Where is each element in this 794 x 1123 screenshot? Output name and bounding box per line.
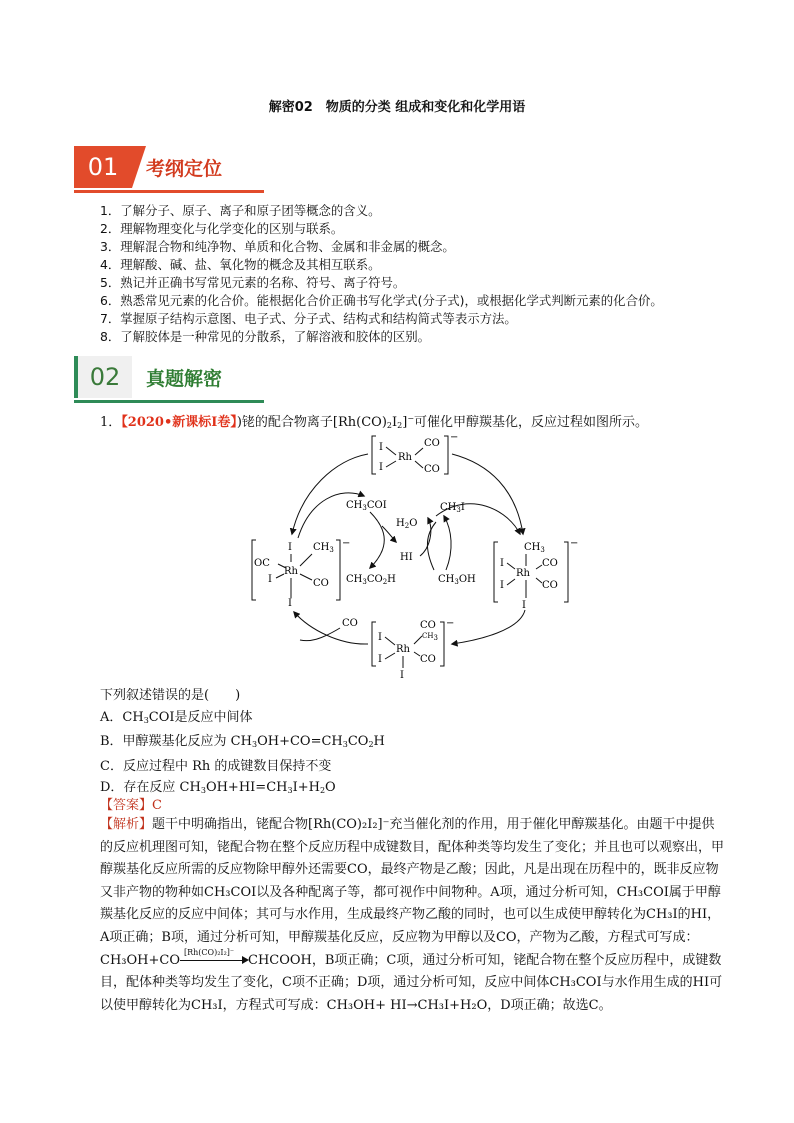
- species-ch3coi: $CH_3COI$: [346, 500, 387, 512]
- species-h2o: $H_2O$: [396, 518, 418, 530]
- section-title: 真题解密: [146, 367, 223, 390]
- svg-text:Rh: Rh: [516, 568, 530, 579]
- question-stem: [100, 685, 385, 802]
- svg-text:CO: CO: [313, 578, 329, 589]
- svg-text:I: I: [522, 600, 526, 611]
- svg-text:OC: OC: [254, 558, 270, 569]
- svg-text:−: −: [342, 538, 351, 549]
- svg-text:CH3: $CH_3$: [524, 542, 545, 554]
- banner-accent: [132, 146, 146, 188]
- svg-text:I: I: [500, 580, 504, 591]
- catalytic-cycle-diagram: [240, 430, 580, 680]
- analysis-text-2: CHCOOH，B项正确；C项，通过分析可知，铑配合物在整个反应历程中，成键数目，配体种类等均发生了变化，C项不正确；D项，通过分析可知，反应中间体CH₃COI与水作用生成的HI可以使甲醇转化为CH₃I，方程式可写成：CH₃OH+ HI→CH₃I+H₂O，D项正确；故选C。: [100, 952, 723, 1013]
- svg-text:−: −: [446, 618, 455, 629]
- svg-text:CO: CO: [542, 558, 558, 569]
- answer-line: [100, 794, 162, 813]
- svg-text:Rh: Rh: [396, 644, 410, 655]
- list-item: 6．熟悉常见元素的化合价。能根据化合价正确书写化学式(分子式)，或根据化学式判断元素的化合价。: [100, 293, 663, 308]
- question-text: )铑的配合物离子[Rh(CO): [236, 415, 387, 430]
- svg-text:I: I: [378, 632, 382, 643]
- rh-complex-bottom: [372, 618, 454, 680]
- option-a[interactable]: A．$CH_3COI$是反应中间体: [100, 709, 253, 725]
- svg-text:I: I: [288, 542, 292, 553]
- svg-text:Rh: Rh: [398, 452, 412, 463]
- question-number: 1．: [100, 415, 122, 430]
- svg-text:I: I: [288, 598, 292, 609]
- species-co: CO: [342, 618, 358, 629]
- banner-underline: [74, 190, 264, 193]
- svg-text:CO: CO: [424, 464, 440, 475]
- section-title: 考纲定位: [146, 157, 223, 180]
- rh-complex-right: [494, 538, 578, 611]
- svg-text:I: I: [378, 654, 382, 665]
- species-ch3oh: $CH_3OH$: [438, 574, 476, 586]
- list-item: 5．熟记并正确书写常见元素的名称、符号、离子符号。: [100, 275, 406, 290]
- rh-complex-left: [252, 538, 350, 609]
- reaction-arrow: [180, 947, 248, 966]
- list-item: 8．了解胶体是一种常见的分散系，了解溶液和胶体的区别。: [100, 329, 431, 344]
- list-item: 7．掌握原子结构示意图、电子式、分子式、结构式和结构简式等表示方法。: [100, 311, 517, 326]
- svg-text:Rh: Rh: [284, 566, 298, 577]
- svg-text:CO: CO: [420, 654, 436, 665]
- svg-text:I: I: [268, 574, 272, 585]
- list-item: 4．理解酸、碱、盐、氧化物的概念及其相互联系。: [100, 257, 381, 272]
- section-number: 02: [74, 356, 132, 398]
- species-ch3co2h: $CH_3CO_2H$: [346, 574, 396, 586]
- svg-text:CH3: $CH_3$: [313, 542, 334, 554]
- list-item: 2．理解物理变化与化学变化的区别与联系。: [100, 221, 344, 236]
- requirements-list: [100, 202, 740, 346]
- svg-text:I: I: [400, 670, 404, 680]
- answer-label: 【答案】: [100, 798, 153, 813]
- species-hi: HI: [400, 552, 413, 563]
- svg-text:CO: CO: [424, 438, 440, 449]
- list-item: 1．了解分子、原子、离子和原子团等概念的含义。: [100, 203, 381, 218]
- option-b[interactable]: B．甲醇羰基化反应为 $CH_3OH+CO=CH_3CO_2H$: [100, 734, 385, 749]
- stem-text: 下列叙述错误的是( ): [100, 688, 241, 703]
- banner-underline: [74, 400, 264, 403]
- analysis-block: [100, 814, 726, 1017]
- page-title: 解密02 物质的分类 组成和变化和化学用语: [268, 100, 526, 115]
- option-d[interactable]: D．存在反应 $CH_3OH+HI=CH_3I+H_2O$: [100, 780, 336, 795]
- section-banner-exam-questions: [74, 356, 264, 398]
- rh-complex-top: [372, 432, 458, 475]
- analysis-paragraph: [100, 814, 726, 1017]
- svg-text:CH3: CH3: [422, 632, 438, 642]
- svg-text:CO: CO: [542, 580, 558, 591]
- question-line: 1．【2020•新课标Ⅰ卷】)铑的配合物离子$[Rh(CO)_2I_2]^-$可催化甲醇羰基化，反应过程如图所示。: [100, 414, 649, 430]
- svg-text:−: −: [570, 538, 579, 549]
- analysis-label: 【解析】: [100, 817, 153, 832]
- svg-text:I: I: [500, 558, 504, 569]
- analysis-text-1: 题干中明确指出，铑配合物[Rh(CO)₂I₂]⁻充当催化剂的作用，用于催化甲醇羰基化。由题干中提供的反应机理图可知，铑配合物在整个反应历程中成键数目，配体种类等均发生了变化；并且也可以观察出，甲醇羰基化反应所需的反应物除甲醇外还需要CO，最终产物是乙酸；因此，凡是出现在历程中的，既非反应物又非产物的物种如CH₃COI以及各种配离子等，都可视作中间物种。A项，通过分析可知，CH₃COI属于甲醇羰基化反应的反应中间体；其可与水作用，生成最终产物乙酸的同时，也可以生成使甲醇转化为CH₃I的HI，A项正确；B项，通过分析可知，甲醇羰基化反应，反应物为甲醇以及CO，产物为乙酸，方程式可写成：CH₃OH+CO: [100, 817, 725, 968]
- option-c[interactable]: C．反应过程中 Rh 的成键数目保持不变: [100, 758, 332, 774]
- answer-value: C: [152, 798, 162, 813]
- section-number: 01: [74, 146, 132, 188]
- svg-text:CO: CO: [420, 620, 436, 631]
- svg-text:I: I: [379, 442, 383, 453]
- reaction-condition: [Rh(CO)₂I₂]⁻: [184, 947, 235, 957]
- species-ch3i: $CH_3I$: [440, 502, 465, 514]
- svg-text:−: −: [450, 432, 459, 443]
- list-item: 3．理解混合物和纯净物、单质和化合物、金属和非金属的概念。: [100, 239, 455, 254]
- svg-text:I: I: [379, 462, 383, 473]
- section-banner-exam-outline: [74, 146, 264, 188]
- question-source-tag: 【2020•新课标Ⅰ卷】: [121, 415, 237, 430]
